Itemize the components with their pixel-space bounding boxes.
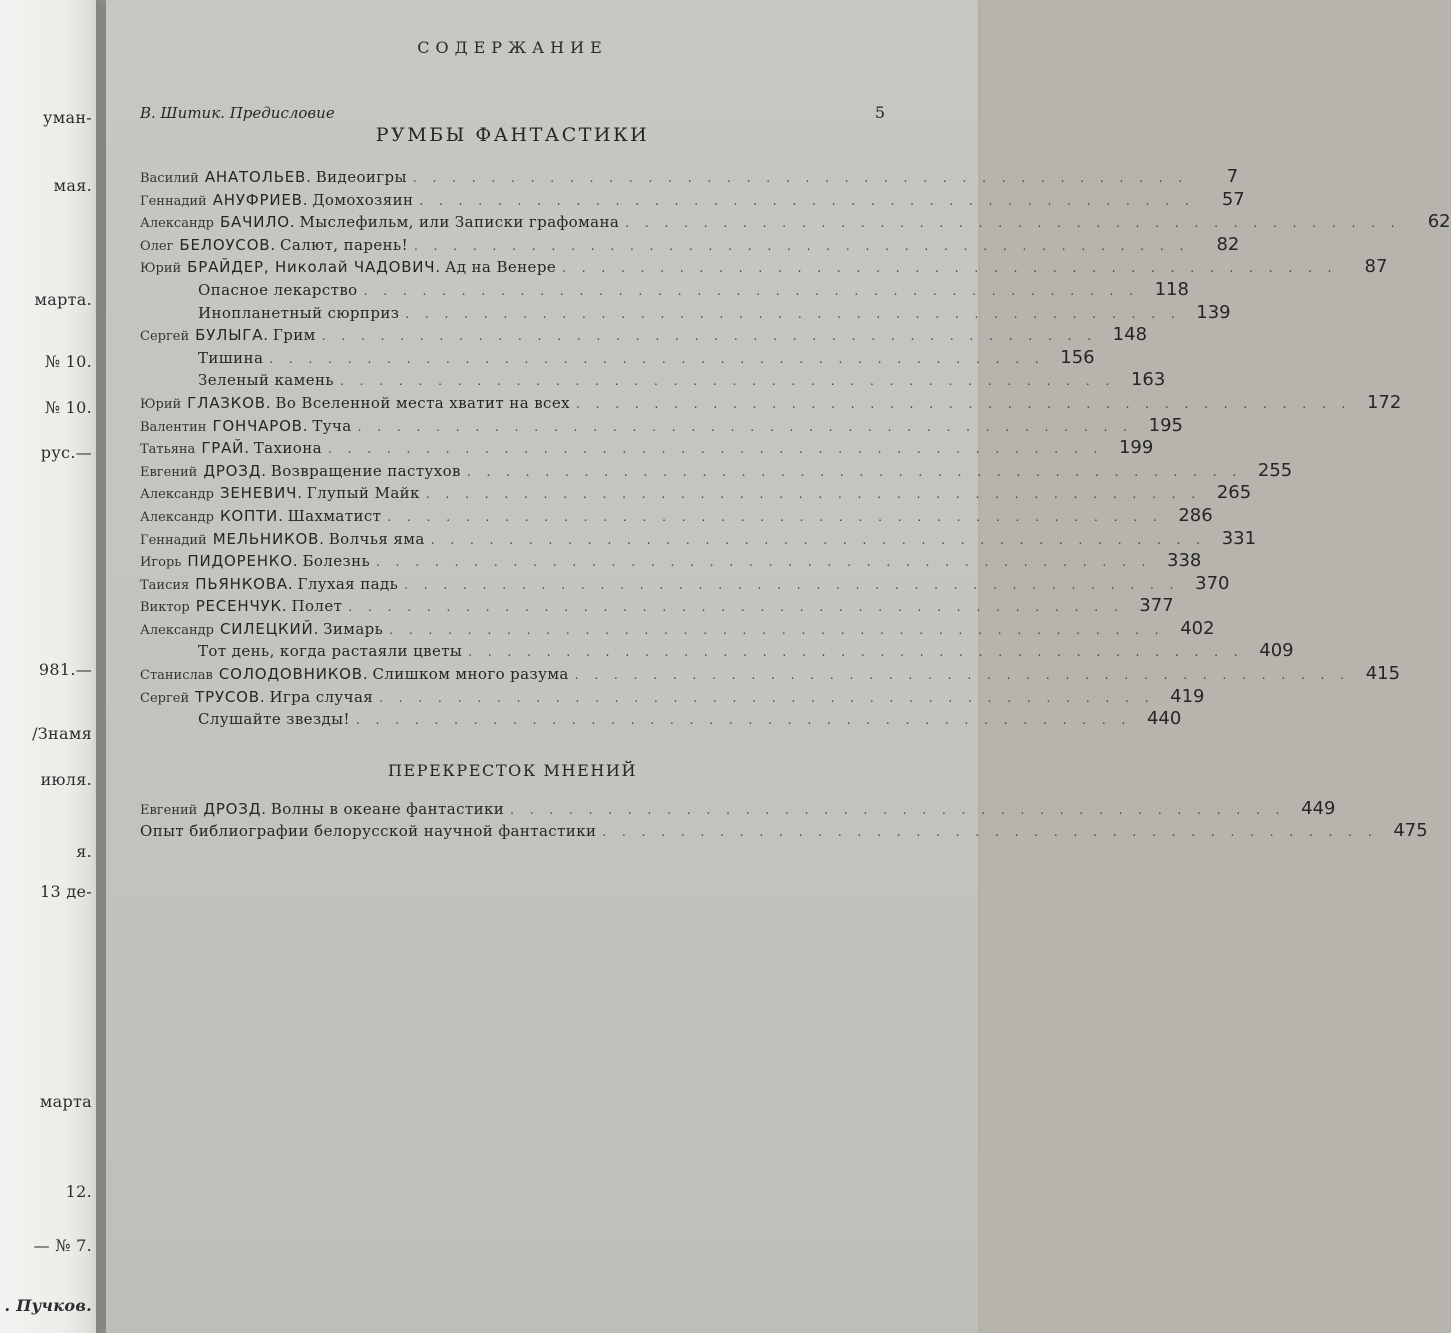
toc-entry	[140, 550, 1202, 573]
page-number: 195	[1148, 414, 1183, 436]
leader-dots: . . . . . . . . . . . . . . . . . . . . . . . . . . . . . . . . . . . . . . . .	[562, 261, 1338, 276]
page-number: 402	[1180, 617, 1215, 639]
author-first-name: Евгений	[140, 464, 198, 480]
toc-entry	[140, 797, 1336, 821]
leader-dots: . . . . . . . . . . . . . . . . . . . . . . . . . . . . . . . . . . . . . . . .	[466, 464, 1243, 479]
work-title: Туча	[312, 416, 352, 435]
author-first-name: Олег	[140, 238, 174, 254]
author-first-name: Юрий	[140, 261, 182, 277]
section-title: РУМБЫ ФАНТАСТИКИ	[375, 124, 650, 146]
leader-dots: . . . . . . . . . . . . . . . . . . . . . . . . . . . . . . . . . . . . . . . .	[321, 329, 1098, 344]
page-number: 449	[1301, 797, 1336, 819]
toc-entry	[140, 685, 1205, 709]
author-last-name: БАЧИЛО.	[219, 213, 296, 232]
left-page-text-fragment: /Знамя	[32, 724, 92, 743]
leader-dots: . . . . . . . . . . . . . . . . . . . . . . . . . . . . . . . . . . . . . . . .	[339, 374, 1116, 389]
work-title: Слушайте звезды!	[198, 710, 350, 729]
work-title: Во Вселенной места хватит на всех	[275, 393, 570, 412]
page-number: 87	[1364, 256, 1388, 278]
leader-dots: . . . . . . . . . . . . . . . . . . . . . . . . . . . . . . . . . . . . . . . .	[379, 690, 1155, 705]
author-first-name: Александр	[140, 622, 214, 638]
page-number: 172	[1366, 391, 1402, 413]
author-first-name: Геннадий	[140, 532, 207, 548]
toc-entry	[140, 504, 1213, 528]
author-last-name: ГЛАЗКОВ.	[187, 393, 272, 412]
author-last-name: ГОНЧАРОВ.	[212, 416, 309, 435]
work-title: Игра случая	[269, 687, 374, 706]
page-number: 377	[1139, 595, 1174, 617]
left-page-text-fragment: 981.—	[38, 660, 92, 679]
leader-dots: . . . . . . . . . . . . . . . . . . . . . . . . . . . . . . . . . . . . . . . .	[625, 216, 1401, 231]
book-page	[106, 0, 1451, 1333]
work-title: Зеленый камень	[198, 371, 334, 390]
author-first-name: Евгений	[140, 802, 198, 818]
work-title: Слишком много разума	[372, 665, 569, 684]
leader-dots: . . . . . . . . . . . . . . . . . . . . . . . . . . . . . . . . . . . . . . . .	[357, 419, 1133, 434]
left-page-fragment	[0, 0, 96, 1333]
toc-entry	[140, 663, 1401, 686]
page-number: 156	[1060, 346, 1095, 368]
toc-entry	[140, 708, 1182, 731]
page-number: 265	[1216, 482, 1252, 504]
work-title: Инопланетный сюрприз	[198, 303, 400, 322]
author-first-name: Александр	[140, 216, 214, 232]
page-number: 255	[1257, 459, 1293, 481]
toc-entry	[140, 233, 1240, 257]
page-number: 139	[1196, 301, 1231, 323]
author-last-name: РЕСЕНЧУК.	[195, 597, 288, 616]
toc-entry	[140, 324, 1148, 347]
work-title: Полет	[291, 597, 343, 616]
author-last-name: СИЛЕЦКИЙ.	[219, 619, 320, 638]
author-last-name: СОЛОДОВНИКОВ.	[218, 665, 369, 684]
work-title: Видеоигры	[315, 168, 407, 186]
leader-dots: . . . . . . . . . . . . . . . . . . . . . . . . . . . . . . . . . . . . . . . .	[430, 532, 1207, 547]
work-title: Возвращение пастухов	[270, 461, 461, 480]
author-last-name: БРАЙДЕР, Николай ЧАДОВИЧ.	[187, 258, 441, 277]
toc-entry	[140, 256, 1388, 279]
page-number: 331	[1221, 527, 1257, 549]
leader-dots: . . . . . . . . . . . . . . . . . . . . . . . . . . . . . . . . . . . . . . . .	[575, 396, 1352, 411]
work-title: Домохозяин	[312, 190, 414, 209]
toc-entry	[140, 640, 1294, 663]
author-first-name: Сергей	[140, 690, 190, 706]
page-number: 118	[1154, 278, 1189, 300]
left-page-text-fragment: 12.	[65, 1182, 92, 1201]
author-first-name: Станислав	[140, 668, 213, 684]
page-number: 419	[1170, 685, 1205, 707]
toc-entry	[140, 820, 1428, 843]
work-title: Опасное лекарство	[198, 280, 358, 299]
left-page-text-fragment: 13 де-	[40, 882, 92, 901]
left-page-text-fragment: марта	[39, 1092, 92, 1111]
work-title: Тот день, когда растаяли цветы	[198, 642, 463, 661]
page-number: 370	[1195, 572, 1230, 594]
author-first-name: Василий	[140, 171, 199, 186]
author-last-name: ЗЕНЕВИЧ.	[219, 484, 303, 503]
page-number: 199	[1118, 437, 1154, 459]
work-title: Грим	[272, 326, 316, 345]
toc-title: СОДЕРЖАНИЕ	[417, 38, 608, 57]
left-page-text-fragment: — № 7.	[33, 1236, 92, 1255]
leader-dots: . . . . . . . . . . . . . . . . . . . . . . . . . . . . . . . . . . . . . . . .	[419, 193, 1195, 208]
page-number: 57	[1221, 188, 1245, 210]
leader-dots: . . . . . . . . . . . . . . . . . . . . . . . . . . . . . . . . . . . . . . . .	[574, 668, 1351, 683]
leader-dots: . . . . . . . . . . . . . . . . . . . . . . . . . . . . . . . . . . . . . . . .	[602, 825, 1378, 840]
page-number: 62	[1427, 211, 1451, 233]
author-first-name: Геннадий	[140, 193, 207, 209]
toc-entry	[140, 211, 1451, 234]
author-first-name: Игорь	[140, 555, 182, 571]
toc-sections	[140, 124, 1451, 843]
author-last-name: БУЛЫГА.	[195, 326, 269, 345]
toc-entry	[140, 188, 1245, 212]
work-title: Шахматист	[287, 506, 382, 525]
leader-dots: . . . . . . . . . . . . . . . . . . . . . . . . . . . . . . . . . . . . . . . .	[425, 487, 1202, 502]
author-last-name: ГРАЙ.	[201, 439, 250, 458]
author-first-name: Александр	[140, 487, 214, 503]
leader-dots: . . . . . . . . . . . . . . . . . . . . . . . . . . . . . . . . . . . . . . . .	[412, 171, 1189, 185]
author-last-name: ПЬЯНКОВА.	[195, 574, 294, 593]
leader-dots: . . . . . . . . . . . . . . . . . . . . . . . . . . . . . . . . . . . . . . . .	[414, 238, 1190, 253]
work-title: Волны в океане фантастики	[270, 799, 505, 818]
toc-entry	[140, 414, 1183, 438]
leader-dots: . . . . . . . . . . . . . . . . . . . . . . . . . . . . . . . . . . . . . . . .	[355, 713, 1132, 728]
author-last-name: АНУФРИЕВ.	[212, 190, 309, 209]
author-last-name: БЕЛОУСОВ.	[179, 235, 276, 254]
leader-dots: . . . . . . . . . . . . . . . . . . . . . . . . . . . . . . . . . . . . . . . .	[269, 351, 1045, 366]
toc-entry	[140, 459, 1293, 483]
author-last-name: ТРУСОВ.	[195, 687, 266, 706]
author-first-name: Таисия	[140, 577, 190, 593]
left-page-text-fragment: мая.	[53, 176, 92, 195]
leader-dots: . . . . . . . . . . . . . . . . . . . . . . . . . . . . . . . . . . . . . . . .	[468, 645, 1244, 660]
toc-entry	[140, 278, 1189, 302]
leader-dots: . . . . . . . . . . . . . . . . . . . . . . . . . . . . . . . . . . . . . . . .	[376, 555, 1152, 570]
work-title: Волчья яма	[328, 529, 425, 548]
page-number: 7	[1226, 166, 1239, 187]
page-number: 409	[1259, 640, 1294, 662]
work-title: Тишина	[198, 348, 264, 367]
leader-dots: . . . . . . . . . . . . . . . . . . . . . . . . . . . . . . . . . . . . . . . .	[387, 509, 1163, 524]
toc-entry	[140, 595, 1174, 618]
author-first-name: Валентин	[140, 419, 207, 435]
author-last-name: АНАТОЛЬЕВ.	[204, 168, 312, 186]
work-title: Глупый Майк	[306, 484, 420, 503]
left-page-text-fragment: я.	[76, 842, 92, 861]
toc-entry	[140, 482, 1252, 505]
toc-intro-entry	[140, 103, 885, 122]
intro-page: 5	[874, 103, 885, 122]
work-title: Болезнь	[302, 552, 371, 571]
left-page-text-fragment: марта.	[34, 290, 92, 309]
section-title: ПЕРЕКРЕСТОК МНЕНИЙ	[387, 760, 638, 780]
page-number: 440	[1146, 708, 1182, 730]
work-title: Глухая падь	[297, 574, 399, 593]
toc-entry	[140, 301, 1231, 325]
page-number: 148	[1112, 324, 1148, 346]
page-number: 163	[1130, 369, 1166, 391]
work-title: Тахиона	[253, 439, 322, 458]
page-number: 338	[1167, 550, 1202, 572]
leader-dots: . . . . . . . . . . . . . . . . . . . . . . . . . . . . . . . . . . . . . . . .	[327, 442, 1104, 457]
work-title: Мыслефильм, или Записки графомана	[299, 213, 620, 232]
toc-entry	[140, 437, 1154, 460]
page-number: 475	[1393, 820, 1428, 842]
left-page-text-fragment: № 10.	[44, 352, 92, 371]
page-number: 415	[1365, 663, 1401, 685]
author-last-name: МЕЛЬНИКОВ.	[212, 529, 325, 548]
left-page-text-fragment: июля.	[40, 770, 92, 789]
leader-dots: . . . . . . . . . . . . . . . . . . . . . . . . . . . . . . . . . . . . . . . .	[363, 283, 1139, 298]
intro-text: В. Шитик. Предисловие	[140, 104, 335, 122]
author-first-name: Татьяна	[140, 442, 196, 458]
leader-dots: . . . . . . . . . . . . . . . . . . . . . . . . . . . . . . . . . . . . . . . .	[405, 306, 1181, 321]
toc-entry	[140, 527, 1257, 551]
author-first-name: Юрий	[140, 396, 182, 412]
author-last-name: ДРОЗД.	[203, 461, 267, 480]
author-last-name: ПИДОРЕНКО.	[187, 552, 299, 571]
work-title: Салют, парень!	[279, 235, 409, 254]
author-first-name: Сергей	[140, 329, 190, 345]
leader-dots: . . . . . . . . . . . . . . . . . . . . . . . . . . . . . . . . . . . . . . . .	[404, 577, 1180, 592]
leader-dots: . . . . . . . . . . . . . . . . . . . . . . . . . . . . . . . . . . . . . . . .	[389, 622, 1165, 637]
toc-entry	[140, 166, 1239, 189]
toc-entry	[140, 369, 1166, 392]
author-last-name: КОПТИ.	[219, 506, 284, 525]
toc-entry	[140, 346, 1095, 370]
page-number: 82	[1216, 233, 1240, 255]
left-page-text-fragment: № 10.	[44, 398, 92, 417]
author-first-name: Александр	[140, 509, 214, 525]
work-title: Опыт библиографии белорусской научной фантастики	[140, 822, 597, 841]
left-page-text-fragment: уман-	[43, 108, 92, 127]
toc-entry	[140, 391, 1402, 415]
left-page-text-fragment: рус.—	[40, 443, 92, 462]
left-page-text-fragment: . Пучков.	[4, 1296, 92, 1315]
work-title: Ад на Венере	[444, 258, 557, 277]
page-number: 286	[1178, 504, 1213, 526]
leader-dots: . . . . . . . . . . . . . . . . . . . . . . . . . . . . . . . . . . . . . . . .	[510, 802, 1286, 817]
leader-dots: . . . . . . . . . . . . . . . . . . . . . . . . . . . . . . . . . . . . . . . .	[348, 600, 1124, 615]
author-first-name: Виктор	[140, 600, 190, 616]
author-last-name: ДРОЗД.	[203, 799, 267, 818]
work-title: Зимарь	[323, 619, 384, 638]
table-of-contents	[140, 38, 1451, 843]
toc-entry	[140, 572, 1230, 596]
toc-entry	[140, 617, 1215, 641]
